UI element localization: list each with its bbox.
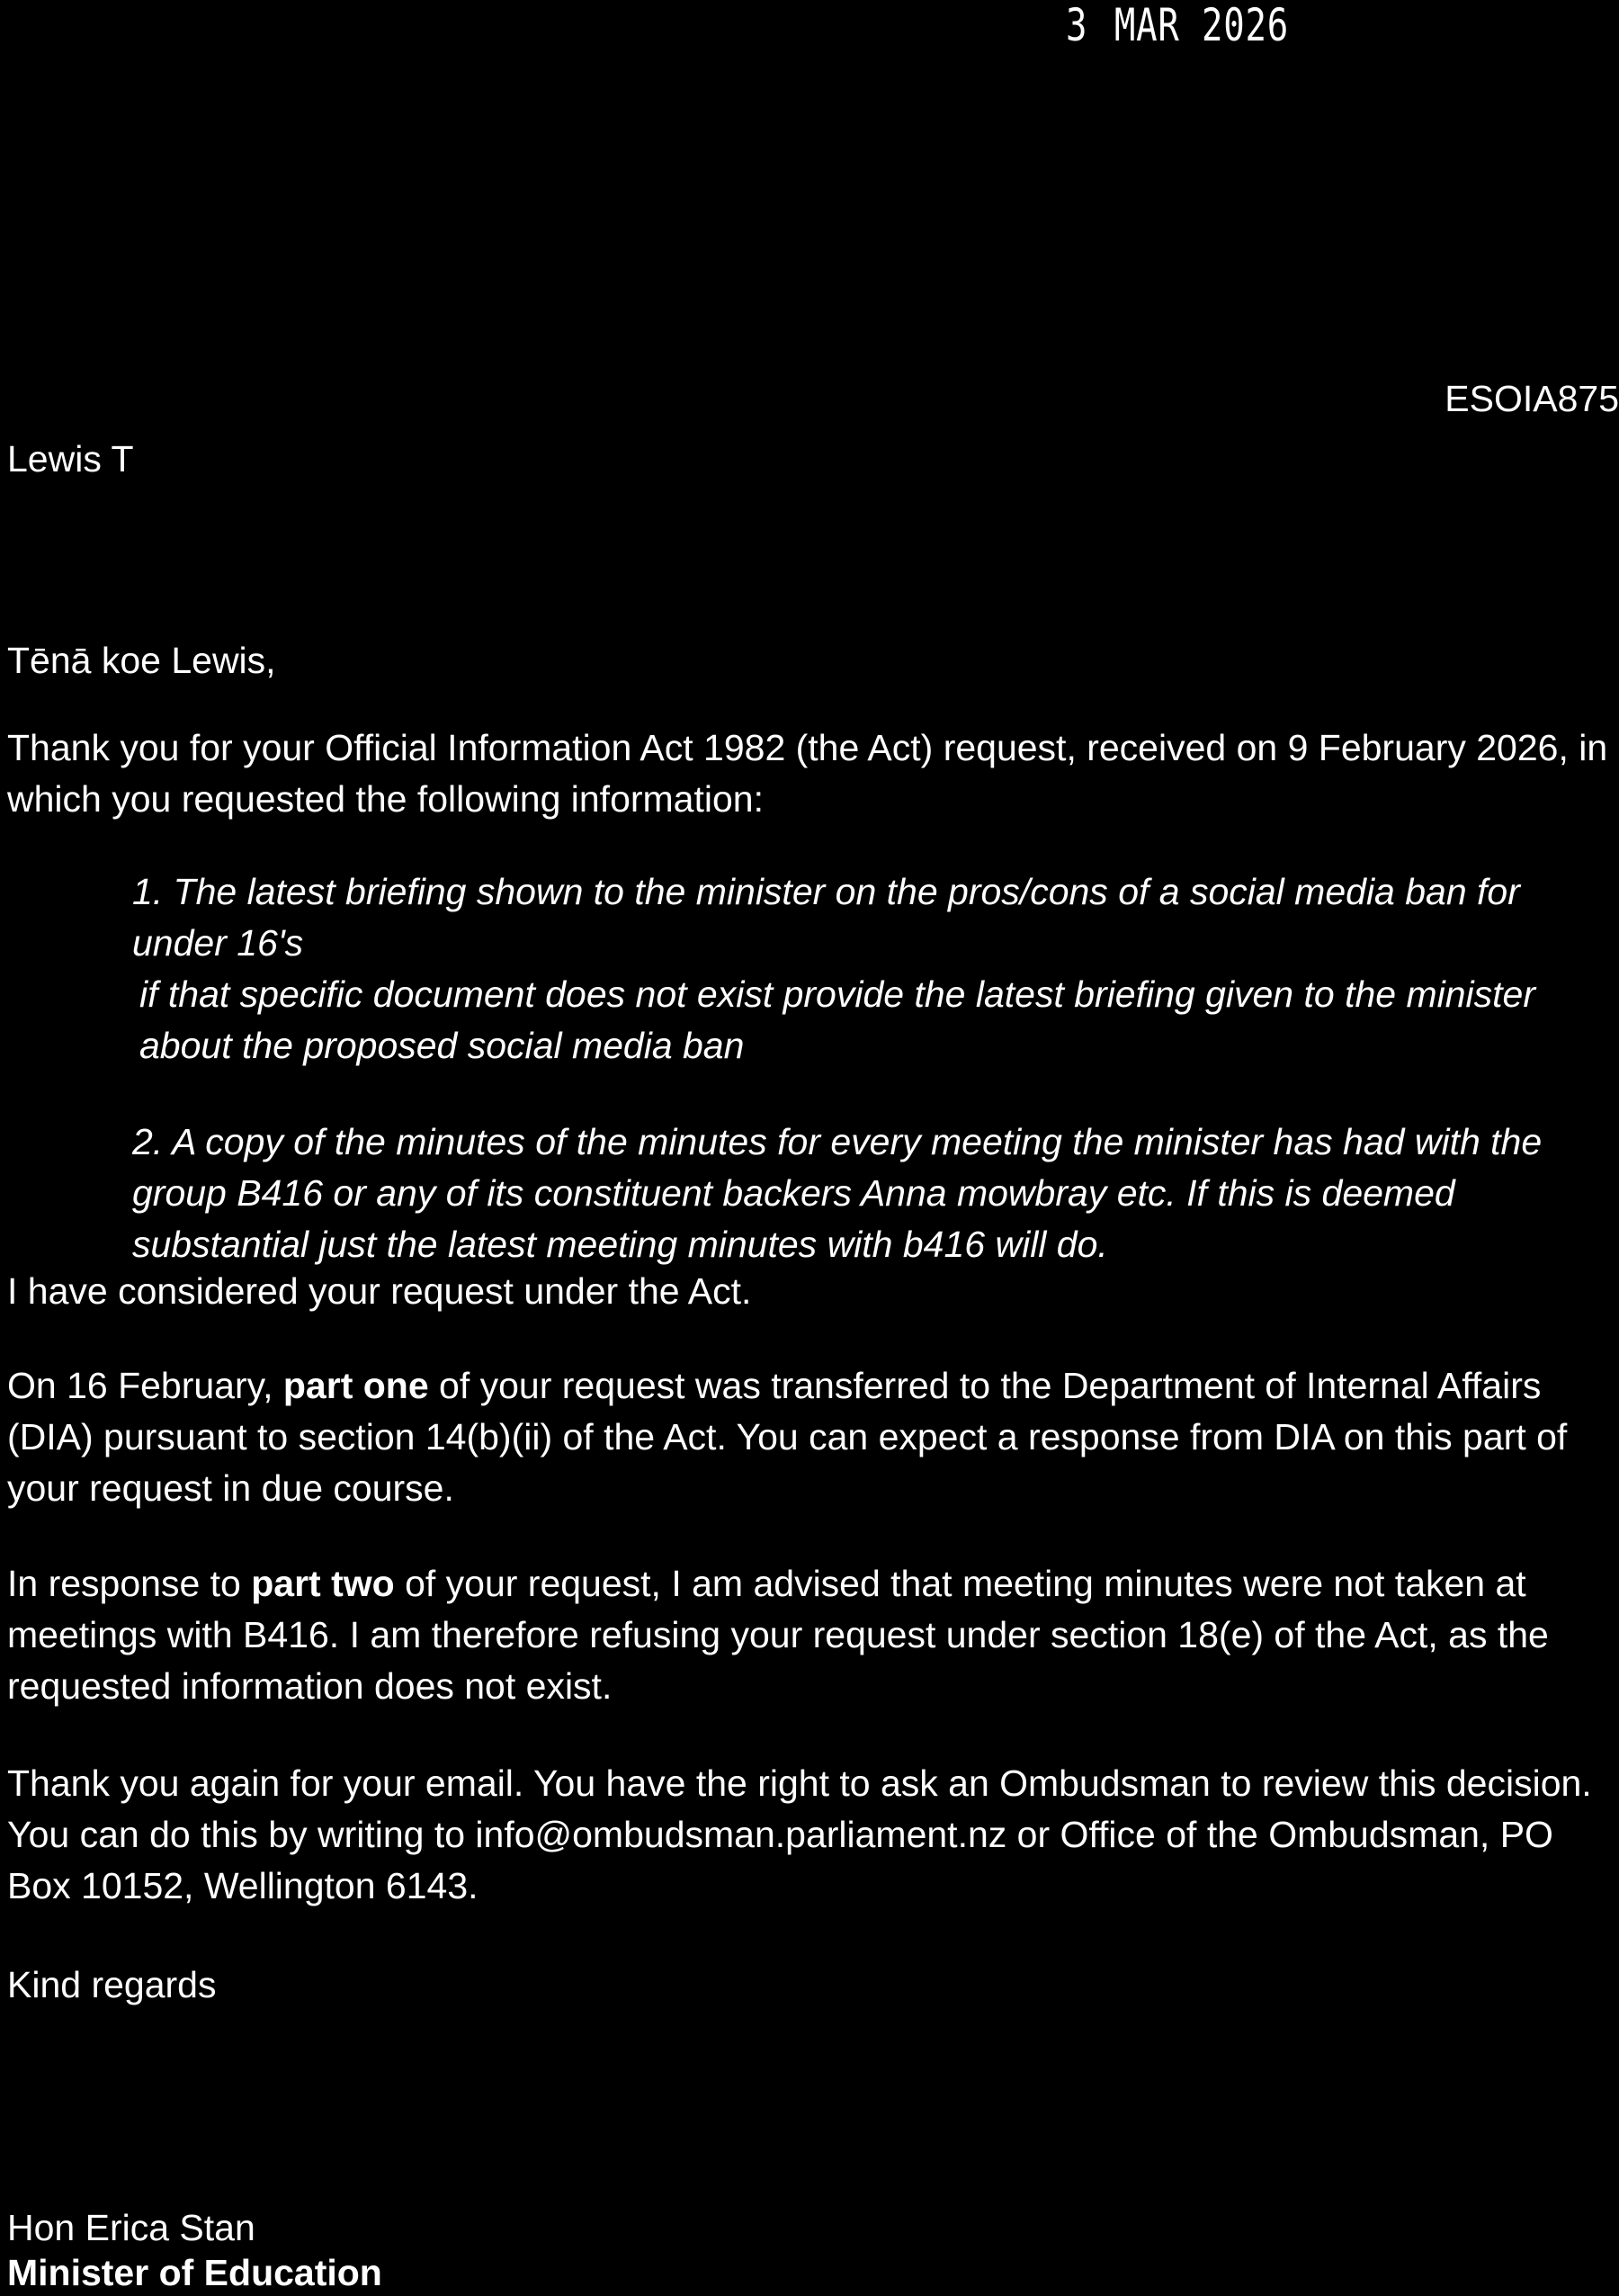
request-item-1-alternative: if that specific document does not exist provide the latest briefing given to the minister about the proposed social media ban (139, 973, 1535, 1066)
transfer-paragraph (7, 1360, 1619, 1514)
request-item-1 (132, 866, 1619, 1072)
request-item-2-text: 2. A copy of the minutes of the minutes for every meeting the minister has had with the group B416 or any of its constituent backers Anna mowbray etc. If this is deemed substantial just the latest meeting minutes with b416 will do. (132, 1121, 1543, 1265)
considered-statement: I have considered your request under the Act. (7, 1270, 752, 1312)
refusal-text-start: In response to (7, 1563, 252, 1604)
date-stamp-month-year: MAR 2026 (1114, 0, 1289, 51)
reference-number: ESOIA875 (1445, 378, 1619, 419)
closing-paragraph: Thank you again for your email. You have the right to ask an Ombudsman to review this decision. You can do this by writing to info@ombudsman.parliament.nz or Office of the Ombudsman, PO Box 10152, Wellington 6143. (7, 1762, 1592, 1906)
refusal-text-end: of your request, I am advised that meeting minutes were not taken at meetings with B416. I am therefore refusing your request under section 18(e) of the Act, as the requested information does not exist. (7, 1563, 1549, 1707)
transfer-text-start: On 16 February, (7, 1365, 283, 1406)
recipient-name: Lewis T (7, 438, 134, 480)
part-one-emphasis: part one (282, 1365, 429, 1406)
signer-title: Minister of Education (7, 2252, 382, 2293)
greeting: Tēnā koe Lewis, (7, 640, 276, 681)
sign-off: Kind regards (7, 1964, 217, 2005)
signature-block (7, 2205, 1619, 2295)
transfer-text-end: of your request was transferred to the Department of Internal Affairs (DIA) pursuant to section 14(b)(ii) of the Act. You can expect a response from DIA on this part of your request in due course. (7, 1365, 1568, 1509)
signer-name: Hon Erica Stan (7, 2207, 255, 2248)
request-item-1-text: 1. The latest briefing shown to the minister on the pros/cons of a social media ban for under 16's (132, 871, 1520, 964)
refusal-paragraph (7, 1558, 1619, 1712)
date-stamp (1066, 0, 1316, 51)
request-item-2 (132, 1117, 1619, 1270)
part-two-emphasis: part two (251, 1563, 395, 1604)
date-stamp-day: 3 (1066, 0, 1088, 51)
intro-paragraph: Thank you for your Official Information Act 1982 (the Act) request, received on 9 February 2026, in which you requested the following information: (7, 727, 1608, 820)
